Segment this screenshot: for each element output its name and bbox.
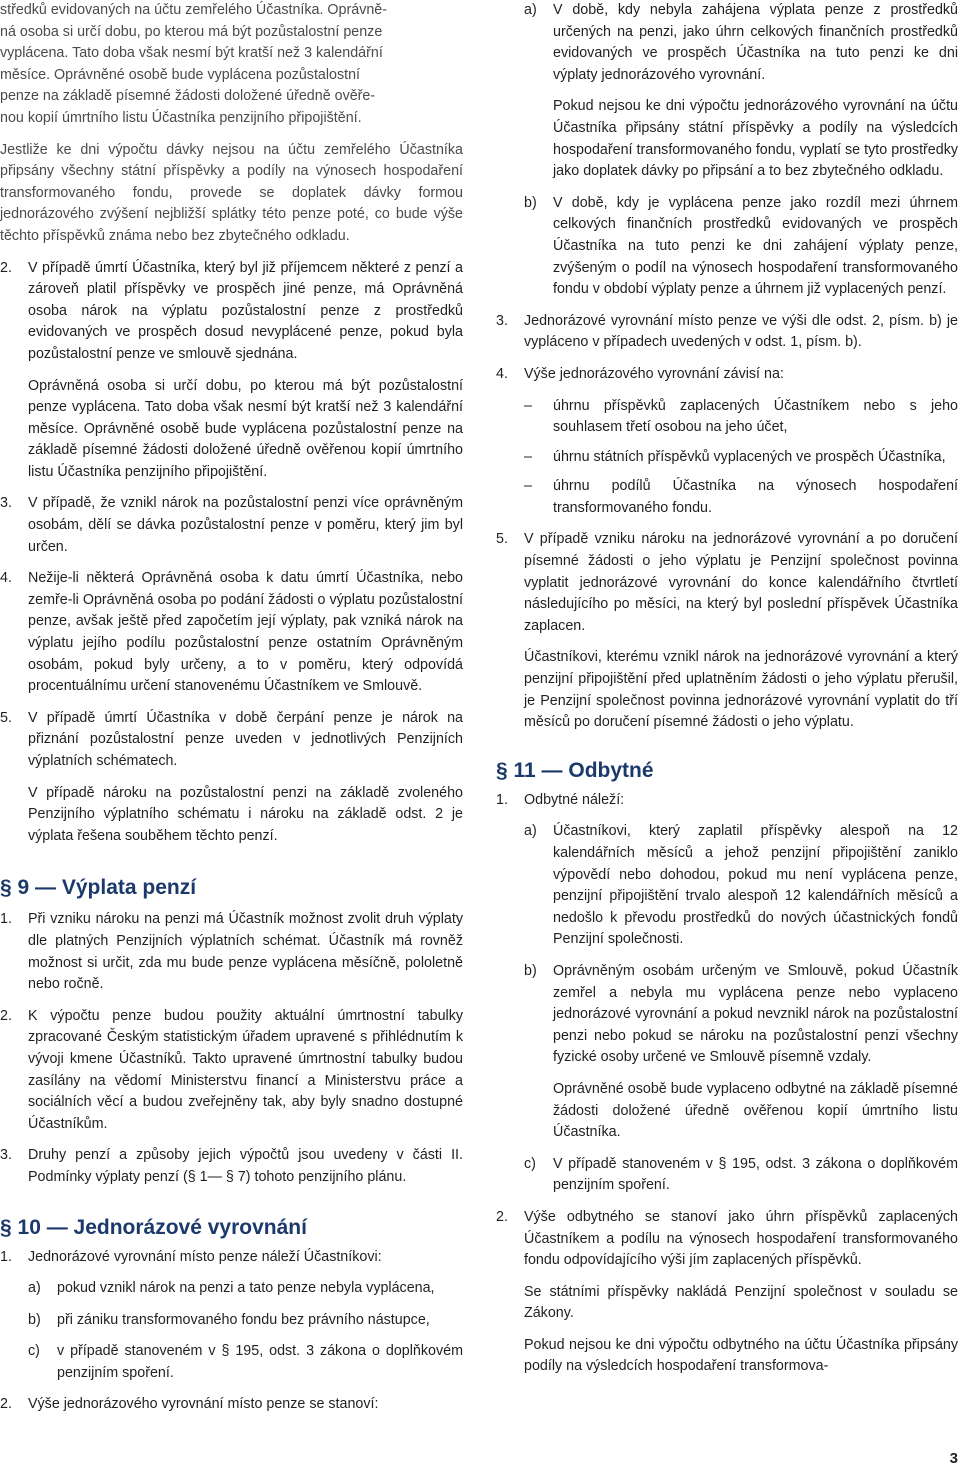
item-number: 3. xyxy=(0,1147,12,1164)
s10-item-5 xyxy=(496,529,958,637)
text-line: penze na základě písemné žádosti doložené úředně ověře- xyxy=(0,88,376,105)
sub-continuation: Pokud nejsou ke dni výpočtu jednorázového vyrovnání na účtu Účastníka připsány státní příspěvky a podíly na výsledcích hospodaření transformovaného fondu, vyplatí se tyto prostředky jako doplatek dávky po připsání a to bez zbytečného odkladu. xyxy=(553,98,958,180)
item-text: Výše jednorázového vyrovnání místo penze se stanoví: xyxy=(28,1396,379,1413)
dash-item xyxy=(496,447,958,469)
item-number: 3. xyxy=(0,495,12,512)
item-continuation: Se státními příspěvky nakládá Penzijní společnost v souladu se Zákony. xyxy=(524,1283,958,1322)
item-text: při zániku transformovaného fondu bez právního nástupce, xyxy=(57,1311,430,1328)
item-number: 4. xyxy=(496,365,508,382)
item-letter: a) xyxy=(28,1280,41,1297)
item-text: Nežije-li některá Oprávněná osoba k datu úmrtí Účastníka, nebo zemře-li Oprávněná osoba po podání žádosti o výplatu pozůstalostní penze, avšak ještě před započetím její výplaty, pak vzniká nárok na výplatu jejího podílu pozůstalostní penze ostatním Oprávněným osobám, pokud byly určeny, a to v poměru, který odpovídá procentuálnímu určení stanovenému Účastníkem ve Smlouvě. xyxy=(28,570,463,695)
item-number: 1. xyxy=(0,1248,12,1265)
item-letter: b) xyxy=(28,1311,41,1328)
section-heading-9: § 9 — Výplata penzí xyxy=(0,876,197,900)
s11-1-sub-b xyxy=(496,961,958,1069)
section-heading-11: § 11 — Odbytné xyxy=(496,758,654,782)
item-text: Druhy penzí a způsoby jejich výpočtů jsou uvedeny v části II. Podmínky výplaty penzí (§ 1— § 7) tohoto penzijního plánu. xyxy=(28,1147,463,1185)
item-letter: c) xyxy=(28,1343,40,1360)
s10-1-sub-a xyxy=(0,1278,463,1300)
list-item-4 xyxy=(0,568,463,698)
item-text: Účastníkovi, který zaplatil příspěvky alespoň na 12 kalendářních měsíců a jehož penzijní připojištění zaniklo výpovědí nebo dohodou, pokud mu není vyplácena penze, penzijní připojištění trvalo alespoň 12 kalendářních měsíců a nedošlo k převodu prostředků do nových účastnických fondů Penzijní společnosti. xyxy=(553,823,958,948)
list-item-2 xyxy=(0,258,463,366)
item-text: úhrnu příspěvků zaplacených Účastníkem nebo s jeho souhlasem třetí osobou na jeho účet, xyxy=(553,397,958,436)
s11-1-sub-c xyxy=(496,1154,958,1197)
item-letter: a) xyxy=(524,2,537,18)
item-text: v případě stanoveném v § 195, odst. 3 zákona o doplňkovém penzijním spoření. xyxy=(57,1343,463,1381)
item-continuation: Oprávněná osoba si určí dobu, po kterou má být pozůstalostní penze vyplácena. Tato doba však nesmí být kratší než 3 kalendářní měsíce. Oprávněné osobě bude vyplácena pozůstalostní penze na základě písemné žádosti doložené úředně ověřenou kopií úmrtního listu Účastníka penzijního připojištění. xyxy=(28,377,463,480)
item-text: V případě stanoveném v § 195, odst. 3 zákona o doplňkovém penzijním spoření. xyxy=(553,1155,958,1194)
item-text: Jednorázové vyrovnání místo penze náleží Účastníkovi: xyxy=(28,1248,382,1265)
continued-paragraph xyxy=(0,0,463,130)
item-continuation: Účastníkovi, kterému vznikl nárok na jednorázové vyrovnání a který penzijní připojištění před uplatněním žádosti o jeho výplatu přerušil, je Penzijní společnost povinna jednorázové vyrovnání vyplatit do tří měsíců po doručení písemné žádosti o jeho výplatu. xyxy=(524,649,958,731)
item-text: Výše jednorázového vyrovnání závisí na: xyxy=(524,365,784,382)
item-number: 5. xyxy=(0,709,12,726)
s11-item-1 xyxy=(496,790,958,812)
item-number: 2. xyxy=(0,259,12,276)
item-text: V případě vzniku nároku na jednorázové vyrovnání a po doručení písemné žádosti o jeho výplatu je Penzijní společnost povinna vyplatit jednorázové vyrovnání do konce kalendářního čtvrtletí následujícího po měsíci, na který byl poslední příspěvek Účastníka zaplacen. xyxy=(524,531,958,634)
dash-mark: – xyxy=(524,397,532,414)
item-text: V době, kdy nebyla zahájena výplata penze z prostředků určených na penzi, jako úhrn celkových finančních prostředků evidovaných ve prospěch Účastníka na tuto penzi ke dni výplaty jednorázového vyrovnání. xyxy=(553,2,958,83)
item-text: úhrnu státních příspěvků vyplacených ve prospěch Účastníka, xyxy=(553,448,946,465)
right-column xyxy=(496,0,958,1388)
s10-item-1 xyxy=(0,1247,463,1269)
item-number: 1. xyxy=(0,911,12,928)
text-line: vyplácena. Tato doba však nesmí být kratší než 3 kalendářní xyxy=(0,45,383,62)
s10-item-2 xyxy=(0,1394,463,1416)
item-text: V době, kdy je vyplácena penze jako rozdíl mezi úhrnem celkových finančních prostředků evidovaných ve prospěch Účastníka na tuto penzi ke dni zahájení výplaty penze, zvýšeným o podíl na výnosech hospodaření transformovaného fondu v období výplaty penze a úhrnem již vyplacených penzí. xyxy=(553,194,958,298)
item-text: V případě, že vznikl nárok na pozůstalostní penzi více oprávněným osobám, dělí se dávka pozůstalostní penze v poměru, který jim byl určen. xyxy=(28,495,463,555)
item-number: 1. xyxy=(496,791,508,808)
item-continuation: V případě nároku na pozůstalostní penzi na základě zvoleného Penzijního výplatního schématu i nároku na základě odst. 2 je výplata řešena souběhem těchto penzí. xyxy=(28,784,463,844)
item-text: Odbytné náleží: xyxy=(524,791,625,808)
item-letter: b) xyxy=(524,962,537,979)
item-number: 4. xyxy=(0,570,12,587)
left-column xyxy=(0,0,463,1426)
s10-1-sub-b xyxy=(0,1310,463,1332)
text-line: ná osoba si určí dobu, po kterou má být pozůstalostní penze xyxy=(0,23,383,40)
s9-item-1 xyxy=(0,909,463,995)
item-text: V případě úmrtí Účastníka, který byl již příjemcem některé z penzí a zároveň platil příspěvky ve prospěch jiné penze, má Oprávněná osoba nárok na výplatu pozůstalostní penze z prostředků evidovaných ve prospěch dosud nevyplácené penze, pokud byla pozůstalostní penze ve smlouvě sjednána. xyxy=(28,259,463,362)
paragraph-jestlize: Jestliže ke dni výpočtu dávky nejsou na účtu zemřelého Účastníka připsány všechny státní příspěvky a podíly na výnosech hospodaření transformovaného fondu, provede se doplatek dávky formou jednorázového zvýšení nejbližší splátky této penze poté, co bude výše těchto příspěvků známa nebo bez zbytečného odkladu. xyxy=(0,141,463,244)
item-text: Výše odbytného se stanoví jako úhrn příspěvků zaplacených Účastníkem a podílu na výnosech hospodaření transformovaného fondu odpovídajícího výši jím zaplacených příspěvků. xyxy=(524,1208,958,1269)
s10-item-3 xyxy=(496,311,958,354)
list-item-5 xyxy=(0,708,463,773)
s9-item-2 xyxy=(0,1006,463,1136)
dash-mark: – xyxy=(524,448,532,465)
sub-continuation: Oprávněné osobě bude vyplaceno odbytné na základě písemné žádosti doložené úředně ověřenou kopií úmrtního listu Účastníka. xyxy=(553,1080,958,1141)
item-text: Při vzniku nároku na penzi má Účastník možnost zvolit druh výplaty dle platných Penzijních výplatních schémat. Účastník má rovněž možnost si určit, zda mu bude penze vyplácena měsíčně, pololetně nebo ročně. xyxy=(28,911,463,993)
item-text: K výpočtu penze budou použity aktuální úmrtnostní tabulky zpracované Českým statistickým úřadem upravené s přihlédnutím k vývoji kmene Účastníků. Takto upravené úmrtnostní tabulky budou zasílány na vědomí Ministerstvu financí a Ministerstvu práce a sociálních věcí a budou zveřejněny tak, aby byly snadno dostupné Účastníkům. xyxy=(28,1007,463,1132)
text-line: měsíce. Oprávněné osobě bude vyplácena pozůstalostní xyxy=(0,66,361,83)
item-text: Jednorázové vyrovnání místo penze ve výši dle odst. 2, písm. b) je vypláceno v případech uvedených v odst. 1, písm. b). xyxy=(524,312,958,351)
dash-item xyxy=(496,396,958,439)
item-letter: b) xyxy=(524,194,537,211)
s10-2-sub-a xyxy=(496,0,958,86)
s10-2-sub-b xyxy=(496,193,958,301)
item-text: V případě úmrtí Účastníka v době čerpání penze je nárok na přiznání pozůstalostní penze uveden v jednotlivých Penzijních výplatních schématech. xyxy=(28,709,463,769)
s9-item-3 xyxy=(0,1145,463,1188)
dash-mark: – xyxy=(524,478,532,495)
s10-item-4 xyxy=(496,364,958,386)
s11-item-2 xyxy=(496,1207,958,1272)
item-number: 2. xyxy=(0,1396,12,1413)
list-item-3 xyxy=(0,493,463,558)
item-text: pokud vznikl nárok na penzi a tato penze nebyla vyplácena, xyxy=(57,1280,435,1297)
s10-1-sub-c xyxy=(0,1341,463,1384)
text-line: nou kopií úmrtního listu Účastníka penzijního připojištění. xyxy=(0,109,362,126)
section-heading-10: § 10 — Jednorázové vyrovnání xyxy=(0,1215,307,1239)
item-number: 2. xyxy=(0,1007,12,1024)
s11-1-sub-a xyxy=(496,821,958,951)
item-number: 5. xyxy=(496,531,508,548)
item-letter: a) xyxy=(524,823,537,840)
page-number: 3 xyxy=(949,1450,958,1468)
item-continuation: Pokud nejsou ke dni výpočtu odbytného na účtu Účastníka připsány podíly na výsledcích hospodaření transformova- xyxy=(524,1336,958,1375)
item-text: úhrnu podílů Účastníka na výnosech hospodaření transformovaného fondu. xyxy=(553,478,958,516)
dash-item xyxy=(496,476,958,519)
text-line: středků evidovaných na účtu zemřelého Účastníka. Oprávně- xyxy=(0,2,388,18)
item-text: Oprávněným osobám určeným ve Smlouvě, pokud Účastník zemřel a nebyla mu vyplácena penze nebo vyplaceno jednorázové vyrovnání a pokud nevznikl nárok na pozůstalostní penzi nebo pokud se nároku na pozůstalostní penzi všechny fyzické osoby určené ve Smlouvě písemně vzdaly. xyxy=(553,962,958,1066)
item-letter: c) xyxy=(524,1155,536,1172)
item-number: 2. xyxy=(496,1208,508,1225)
item-number: 3. xyxy=(496,312,508,329)
